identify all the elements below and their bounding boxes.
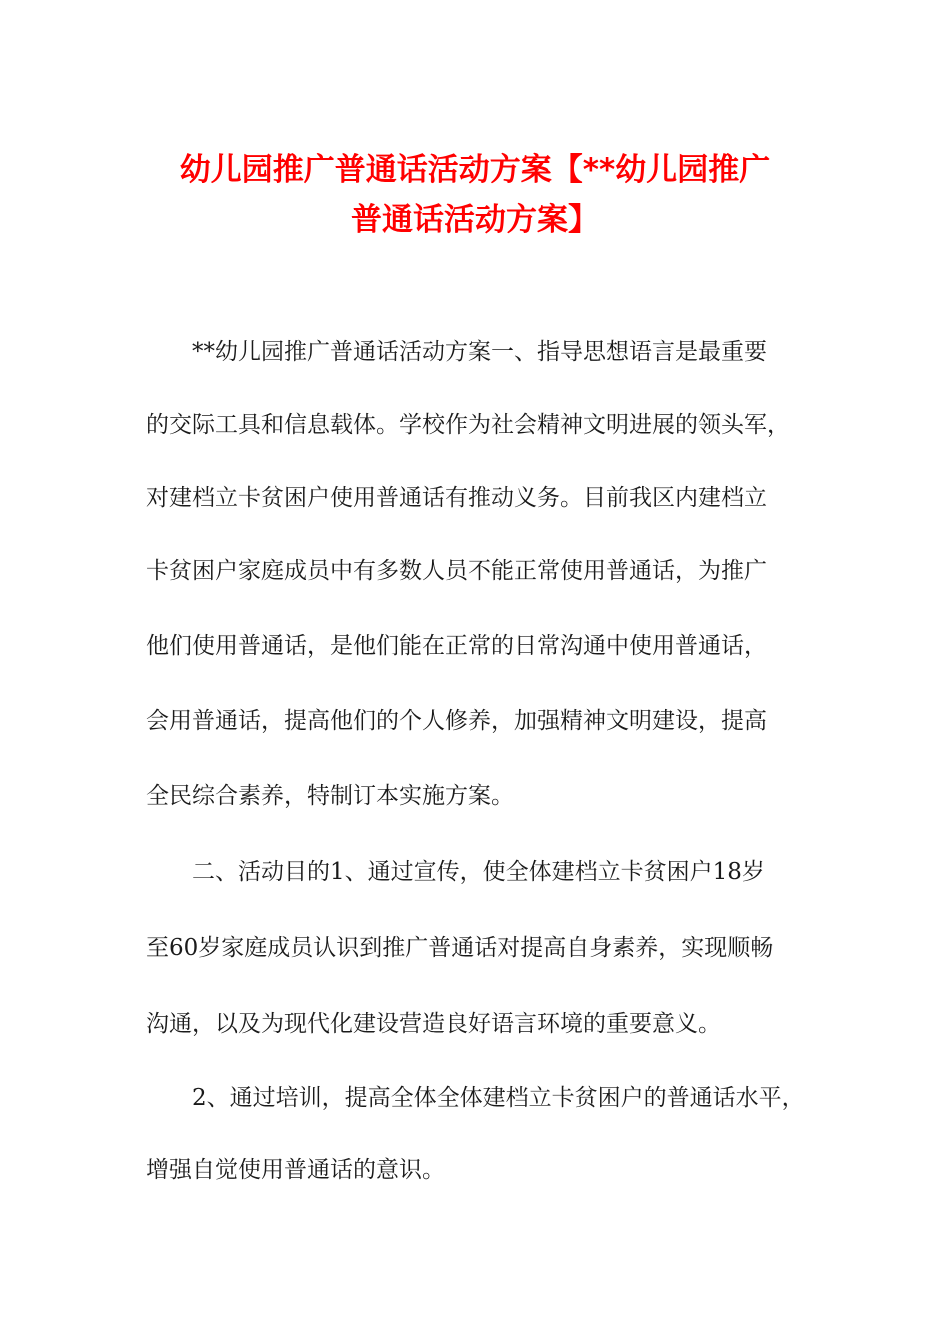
body-line-11: 2、通过培训，提高全体全体建档立卡贫困户的普通话水平， [192,1085,805,1111]
body-line-2: 的交际工具和信息载体。学校作为社会精神文明进展的领头军， [146,412,790,438]
body-line-6: 会用普通话，提高他们的个人修养，加强精神文明建设，提高 [146,708,767,734]
body-line-1: **幼儿园推广普通话活动方案一、指导思想语言是最重要 [192,339,767,365]
body-line-3: 对建档立卡贫困户使用普通话有推动义务。目前我区内建档立 [146,485,767,511]
body-line-9: 至60岁家庭成员认识到推广普通话对提高自身素养，实现顺畅 [146,935,774,961]
body-line-12: 增强自觉使用普通话的意识。 [146,1157,445,1183]
body-line-8: 二、活动目的1、通过宣传，使全体建档立卡贫困户18岁 [192,859,765,885]
document-title-line-2: 普通话活动方案】 [351,202,599,238]
body-line-5: 他们使用普通话，是他们能在正常的日常沟通中使用普通话， [146,633,767,659]
body-line-7: 全民综合素养，特制订本实施方案。 [146,783,514,809]
document-title-line-1: 幼儿园推广普通话活动方案【**幼儿园推广 [179,152,771,188]
body-line-10: 沟通，以及为现代化建设营造良好语言环境的重要意义。 [146,1011,721,1037]
body-line-4: 卡贫困户家庭成员中有多数人员不能正常使用普通话，为推广 [146,558,767,584]
